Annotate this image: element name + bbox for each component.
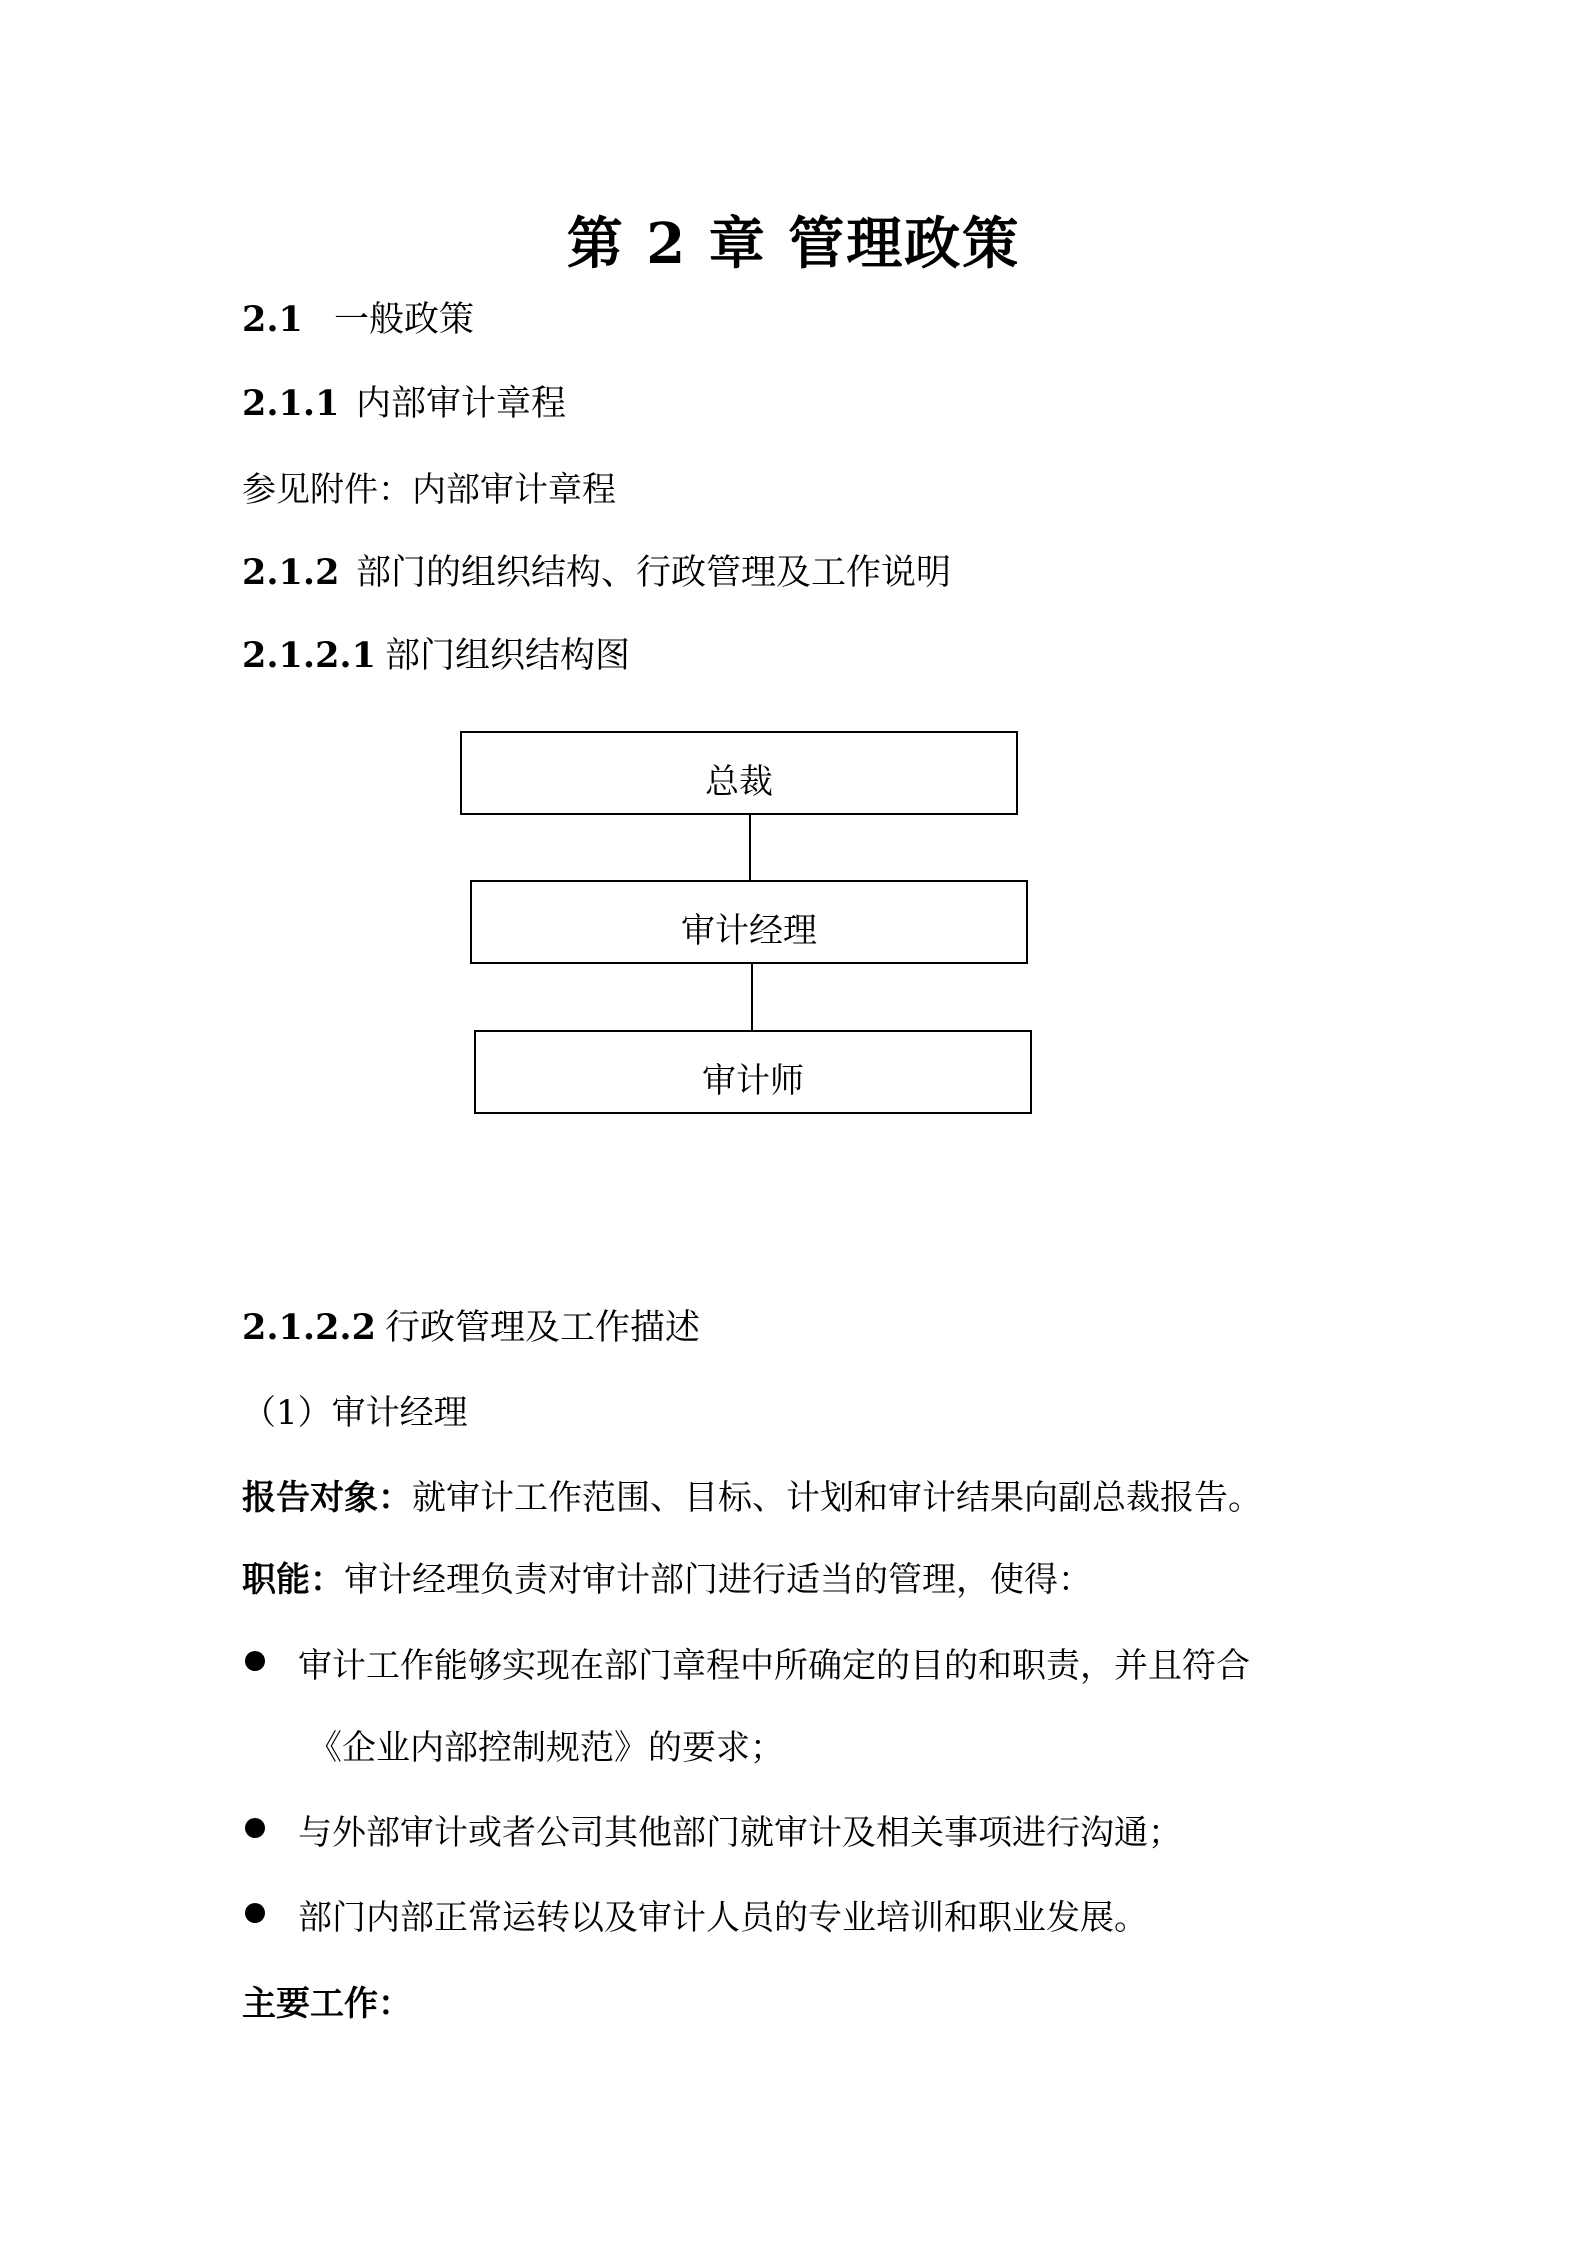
section-heading-2-1: [242, 292, 474, 342]
org-box-president: [460, 731, 1018, 815]
org-box-audit-manager: [470, 880, 1028, 964]
section-heading-2-1-2: [242, 545, 951, 595]
bullet-dot-icon: [245, 1903, 265, 1923]
bullet-dot-icon: [245, 1651, 265, 1671]
main-work-label: 主要工作：: [242, 1984, 412, 2024]
report-text: 就审计工作范围、目标、计划和审计结果向副总裁报告。: [412, 1478, 1262, 1518]
bullet-item-continuation: 《企业内部控制规范》的要求；: [308, 1728, 784, 1768]
org-box-label: 总裁: [705, 761, 773, 802]
bullet-item: 与外部审计或者公司其他部门就审计及相关事项进行沟通；: [298, 1813, 1182, 1853]
bullet-item: 部门内部正常运转以及审计人员的专业培训和职业发展。: [298, 1898, 1148, 1938]
item-audit-manager: （1）审计经理: [242, 1393, 468, 1433]
section-heading-2-1-1: [242, 376, 566, 426]
function-paragraph: [242, 1552, 1092, 1601]
org-box-auditor: [474, 1030, 1032, 1114]
org-connector-line: [751, 964, 753, 1030]
org-box-label: 审计经理: [681, 910, 817, 951]
section-heading-2-1-2-2: [242, 1300, 700, 1350]
org-box-label: 审计师: [702, 1060, 804, 1101]
section-number: 2.1.2.2: [242, 1307, 376, 1348]
section-title: 内部审计章程: [356, 384, 567, 424]
section-number: 2.1.2: [242, 552, 340, 593]
section-heading-2-1-2-1: [242, 628, 630, 678]
report-paragraph: [242, 1470, 1262, 1519]
function-text: 审计经理负责对审计部门进行适当的管理，使得：: [344, 1560, 1092, 1600]
chapter-title: 第 2 章 管理政策: [566, 211, 1021, 277]
charter-reference-text: 参见附件：内部审计章程: [242, 470, 616, 510]
section-title: 部门组织结构图: [385, 636, 631, 676]
section-number: 2.1.1: [242, 383, 340, 424]
bullet-item: 审计工作能够实现在部门章程中所确定的目的和职责，并且符合: [298, 1646, 1250, 1686]
section-title: 部门的组织结构、行政管理及工作说明: [356, 553, 952, 593]
section-title: 行政管理及工作描述: [385, 1308, 701, 1348]
section-title: 一般政策: [334, 300, 475, 340]
section-number: 2.1: [242, 299, 303, 340]
org-connector-line: [749, 815, 751, 880]
bullet-dot-icon: [245, 1818, 265, 1838]
report-label: 报告对象：: [242, 1478, 412, 1518]
function-label: 职能：: [242, 1560, 344, 1600]
section-number: 2.1.2.1: [242, 635, 376, 676]
